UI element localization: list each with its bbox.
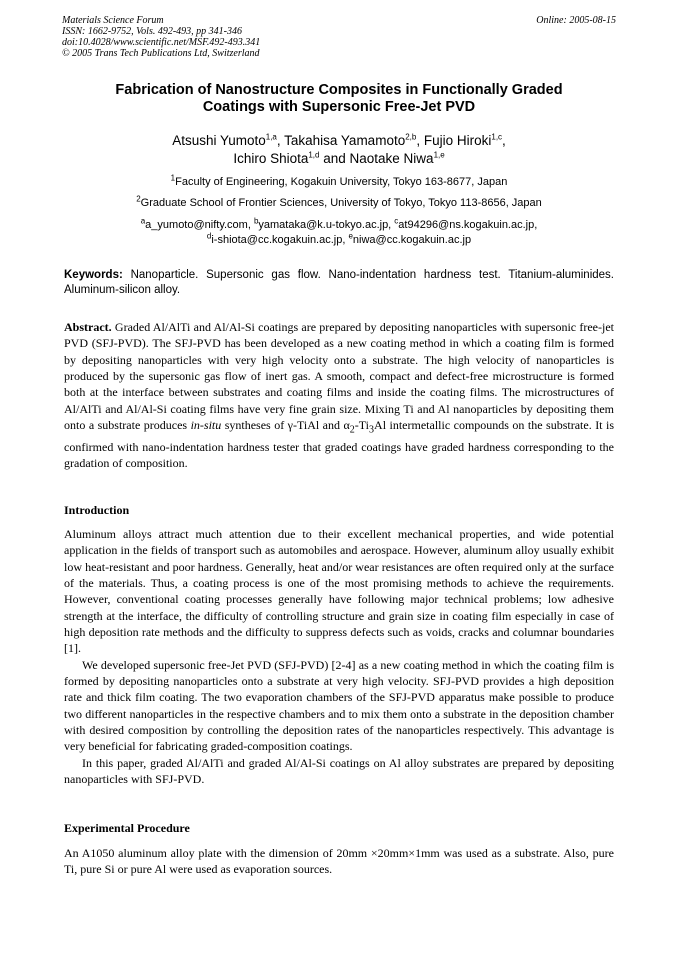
author-line-1 bbox=[62, 132, 616, 150]
journal-name: Materials Science Forum bbox=[62, 15, 164, 26]
email-sup: a bbox=[140, 216, 146, 226]
experimental-paragraph-1: An A1050 aluminum alloy plate with the dimension of 20mm ×20mm×1mm was used as a substrate. Also, pure Ti, pure Si or pure Al were used as evaporation sources. bbox=[64, 846, 614, 877]
author-affil-sup: 1,c bbox=[491, 132, 503, 142]
experimental-body bbox=[64, 845, 614, 878]
author-name: Atsushi Yumoto bbox=[172, 133, 266, 148]
abstract-text-1: Graded Al/AlTi and Al/Al-Si coatings are prepared by depositing nanoparticles with supersonic free-jet PVD (SFJ-PVD). The SFJ-PVD has been developed as a new coating method in which a coating film is formed by depositing nanoparticles with very high velocity onto a substrate. The high velocity of nanoparticles is produced by the supersonic gas flow of inert gas. A smooth, compact and defect-free microstructure is formed both at the interface between substrates and coating films and inside the coating films. The microstructures of Al/AlTi and Al/Al-Si coating films have very fine grain size. Mixing Ti and Al nanoparticles by depositing them onto a substrate produces bbox=[64, 320, 614, 433]
affiliation-text: Graduate School of Frontier Sciences, University of Tokyo, Tokyo 113-8656, Japan bbox=[140, 197, 542, 209]
email-list bbox=[62, 218, 616, 248]
keywords-block bbox=[64, 268, 614, 298]
paper-title bbox=[62, 82, 616, 116]
intro-paragraph-1: Aluminum alloys attract much attention due to their excellent mechanical properties, and wide potential application in the fields of transport such as automobiles and aerospace. However, aluminum alloy usually exhibit low heat-resistant and poor hardness. Generally, heat and/or wear resistances are often required only at the surface of the materials. Thus, a coating process is one of the most promising methods to achieve the requirements. However, conventional coating processes generally have following major technical problems; low adhesive strength at the interface, the difficulty of controlling structure and grain size in coating film especially in case of high deposition rate methods and the difficulty to suppress defects such as voids, cracks and columnar boundaries [1]. bbox=[64, 527, 614, 656]
abstract-in-situ: in-situ bbox=[190, 418, 222, 433]
email-address: yamataka@k.u-tokyo.ac.jp, bbox=[258, 219, 395, 231]
introduction-body bbox=[64, 526, 614, 788]
email-address: i-shiota@cc.kogakuin.ac.jp, bbox=[211, 234, 349, 246]
author-affil-sup: 2,b bbox=[405, 132, 417, 142]
affiliation-2 bbox=[62, 194, 616, 210]
author-separator: , bbox=[416, 133, 424, 148]
online-date: Online: 2005-08-15 bbox=[536, 15, 616, 26]
author-separator: and bbox=[319, 151, 350, 166]
title-line-1: Fabrication of Nanostructure Composites in Functionally Graded bbox=[115, 82, 563, 98]
email-address: a_yumoto@nifty.com, bbox=[145, 219, 254, 231]
abstract-subscript: 2 bbox=[349, 424, 355, 436]
abstract-block bbox=[64, 319, 614, 471]
email-address: niwa@cc.kogakuin.ac.jp bbox=[352, 234, 472, 246]
affiliation-sup: 2 bbox=[136, 194, 141, 204]
abstract-text-3: -Ti bbox=[354, 418, 370, 433]
intro-paragraph-2: We developed supersonic free-Jet PVD (SFJ-PVD) [2-4] as a new coating method in which the coating film is formed by depositing nanoparticles onto a substrate at very high velocity. SFJ-PVD provides a high deposition rate and thick film coating. The two evaporation chambers of the SFJ-PVD apparatus make possible to produce two different nanoparticles in the respective chambers and to mix them onto a substrate in the deposition chamber with desired composition by controlling the deposition rates of the nanoparticles respectively. This advantage is very beneficial for fabricating graded-composition coatings. bbox=[64, 657, 614, 754]
author-name: Naotake Niwa bbox=[349, 151, 434, 166]
affiliation-text: Faculty of Engineering, Kogakuin University, Tokyo 163-8677, Japan bbox=[175, 176, 508, 188]
abstract-text-2: syntheses of γ-TiAl and α bbox=[221, 418, 350, 433]
experimental-heading: Experimental Procedure bbox=[64, 821, 190, 835]
author-name: Ichiro Shiota bbox=[233, 151, 309, 166]
email-address: at94296@ns.kogakuin.ac.jp, bbox=[398, 219, 538, 231]
copyright-line: © 2005 Trans Tech Publications Ltd, Switzerland bbox=[62, 48, 260, 59]
abstract-subscript: 3 bbox=[369, 424, 375, 436]
author-name: Takahisa Yamamoto bbox=[284, 133, 406, 148]
doi-line: doi:10.4028/www.scientific.net/MSF.492-493.341 bbox=[62, 37, 261, 48]
email-sup: d bbox=[206, 231, 212, 241]
author-list bbox=[62, 132, 616, 168]
email-sup: b bbox=[253, 216, 259, 226]
affiliation-1 bbox=[62, 173, 616, 189]
keywords-label: Keywords: bbox=[64, 269, 123, 281]
author-line-2 bbox=[62, 150, 616, 168]
affiliation-sup: 1 bbox=[170, 173, 176, 183]
title-line-2: Coatings with Supersonic Free-Jet PVD bbox=[202, 99, 476, 115]
email-sup: e bbox=[348, 231, 353, 241]
author-separator: , bbox=[502, 133, 506, 148]
intro-paragraph-3: In this paper, graded Al/AlTi and graded Al/Al-Si coatings on Al alloy substrates are prepared by depositing nanoparticles with SFJ-PVD. bbox=[64, 755, 614, 787]
email-line-1 bbox=[62, 218, 616, 233]
author-affil-sup: 1,a bbox=[265, 132, 277, 142]
author-name: Fujio Hiroki bbox=[423, 133, 492, 148]
author-separator: , bbox=[276, 133, 285, 148]
introduction-heading: Introduction bbox=[64, 503, 130, 517]
abstract-label: Abstract. bbox=[64, 320, 112, 334]
journal-header bbox=[62, 15, 616, 59]
author-affil-sup: 1,d bbox=[308, 150, 320, 160]
issn-line: ISSN: 1662-9752, Vols. 492-493, pp 341-346 bbox=[62, 26, 242, 37]
email-line-2 bbox=[62, 233, 616, 248]
author-affil-sup: 1,e bbox=[433, 150, 445, 160]
email-sup: c bbox=[394, 216, 399, 226]
abstract-text-4: Al intermetallic compounds on the substrate. It is confirmed with nano-indentation hardness tester that graded coatings have graded hardness corresponding to the gradation of composition. bbox=[64, 418, 614, 471]
keywords-text: Nanoparticle. Supersonic gas flow. Nano-indentation hardness test. Titanium-aluminides. Aluminum-silicon alloy. bbox=[64, 269, 614, 296]
